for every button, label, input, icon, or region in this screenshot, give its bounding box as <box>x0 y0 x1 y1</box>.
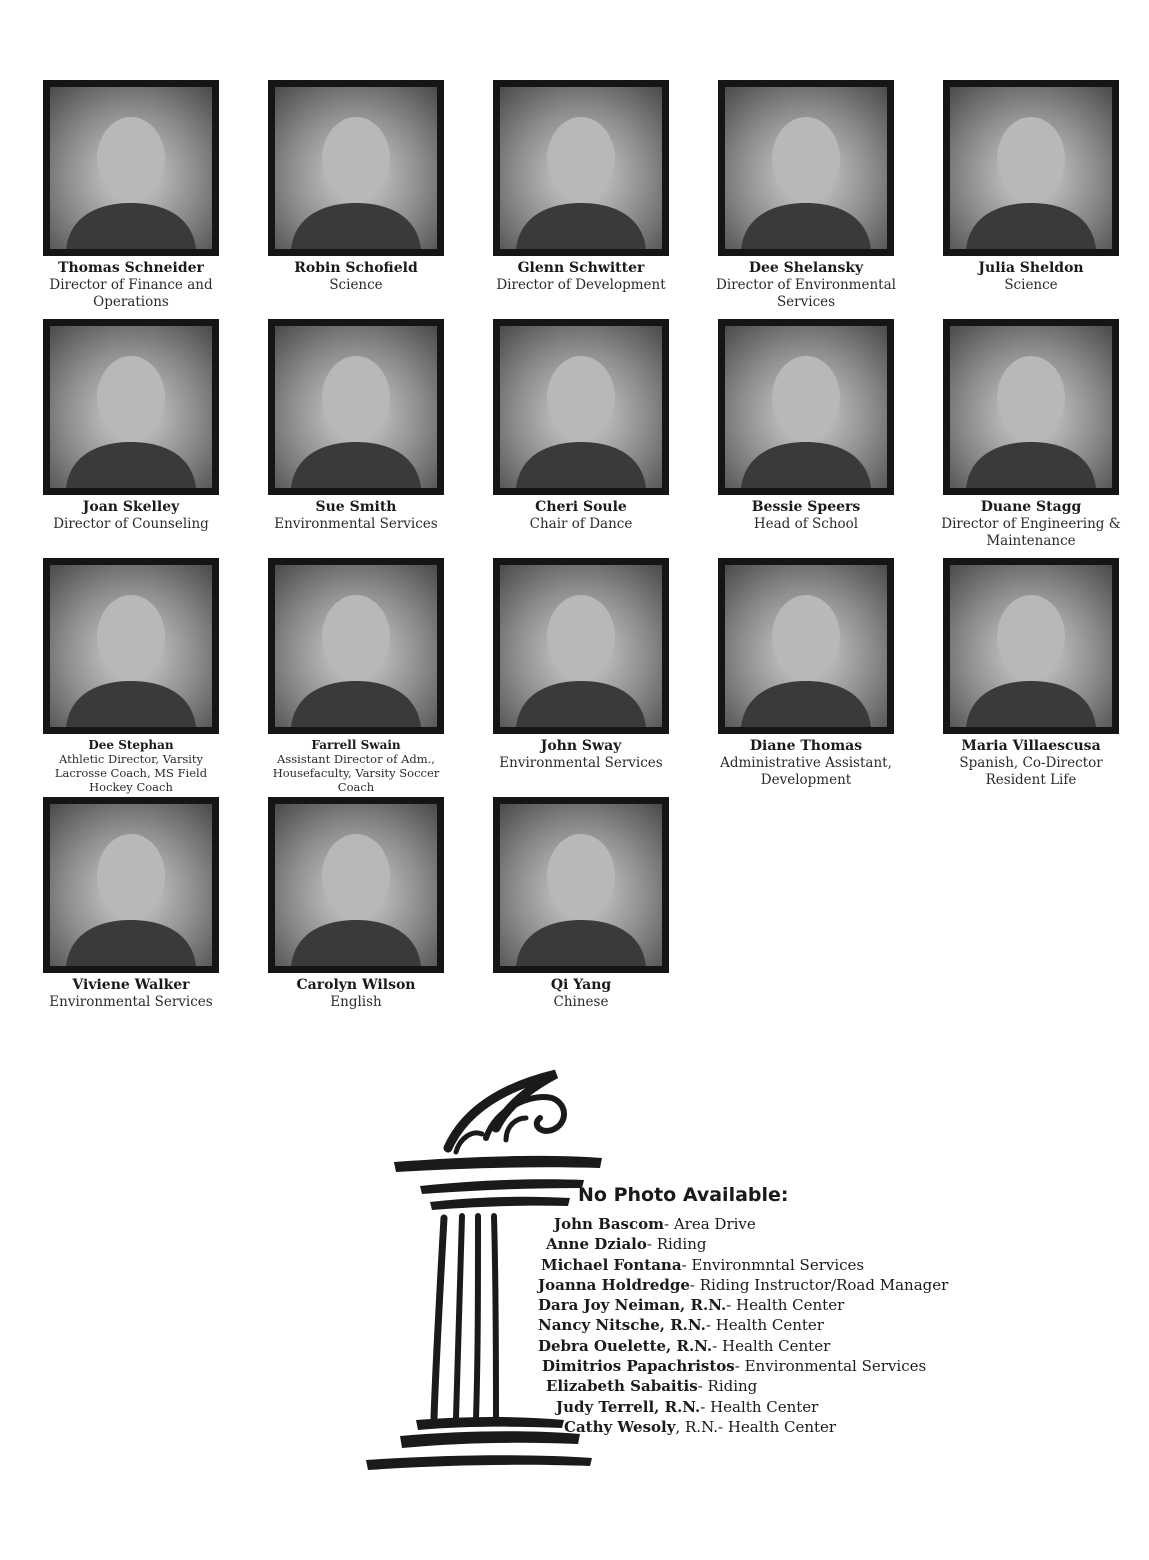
staff-name: Dee Shelansky <box>748 260 864 276</box>
entry-name: Nancy Nitsche, R.N. <box>538 1316 706 1335</box>
portrait-silhouette <box>275 87 437 249</box>
portrait-photo <box>43 797 219 973</box>
list-item <box>536 1295 976 1315</box>
shoulders-shape <box>741 442 871 488</box>
staff-card <box>491 558 671 772</box>
portrait-photo <box>943 80 1119 256</box>
head-shape <box>547 117 615 201</box>
staff-card <box>491 797 671 1011</box>
portrait-photo <box>493 797 669 973</box>
entry-name: Joanna Holdredge <box>538 1275 690 1294</box>
staff-role: Environmental Services <box>274 516 438 532</box>
shoulders-shape <box>966 681 1096 727</box>
shoulders-shape <box>291 442 421 488</box>
entry-name: Anne Dzialo <box>546 1235 647 1254</box>
portrait-photo <box>718 558 894 734</box>
shoulders-shape <box>516 203 646 249</box>
staff-role: Head of School <box>753 516 859 532</box>
list-item <box>536 1255 976 1275</box>
head-shape <box>322 834 390 918</box>
staff-card <box>266 80 446 294</box>
portrait-silhouette <box>725 565 887 727</box>
portrait-photo <box>943 558 1119 734</box>
staff-card <box>941 558 1121 789</box>
staff-role: Director of Engineering & Maintenance <box>941 516 1121 549</box>
list-item <box>536 1376 976 1396</box>
head-shape <box>322 595 390 679</box>
portrait-photo <box>943 319 1119 495</box>
head-shape <box>547 595 615 679</box>
portrait-silhouette <box>275 565 437 727</box>
staff-card <box>716 80 896 311</box>
entry-name: Debra Ouelette, R.N. <box>538 1336 713 1355</box>
head-shape <box>997 356 1065 440</box>
entry-role: - Riding <box>697 1377 758 1396</box>
head-shape <box>772 117 840 201</box>
entry-role: - Health Center <box>712 1336 831 1355</box>
head-shape <box>97 834 165 918</box>
staff-name: Robin Schofield <box>294 260 418 276</box>
list-item <box>536 1336 976 1356</box>
staff-name: Carolyn Wilson <box>296 977 416 993</box>
staff-role: Environmental Services <box>499 755 663 771</box>
entry-role: - Health Center <box>700 1397 819 1416</box>
staff-role: Director of Environmental Services <box>716 277 896 310</box>
portrait-silhouette <box>725 326 887 488</box>
portrait-silhouette <box>950 326 1112 488</box>
staff-card <box>491 80 671 294</box>
staff-name: John Sway <box>540 738 622 754</box>
shoulders-shape <box>966 203 1096 249</box>
shoulders-shape <box>516 920 646 966</box>
entry-role: - Health Center <box>726 1296 845 1315</box>
entry-name: John Bascom <box>554 1215 664 1233</box>
staff-role: Spanish, Co-Director Resident Life <box>959 755 1103 788</box>
staff-name: Viviene Walker <box>72 977 190 993</box>
shoulders-shape <box>291 920 421 966</box>
staff-name: Bessie Speers <box>751 499 861 515</box>
shoulders-shape <box>66 681 196 727</box>
shoulders-shape <box>966 442 1096 488</box>
list-item <box>536 1356 976 1376</box>
portrait-photo <box>268 80 444 256</box>
staff-card <box>41 80 221 311</box>
portrait-silhouette <box>275 804 437 966</box>
entry-role: - Environmental Services <box>734 1357 927 1376</box>
list-item <box>536 1315 976 1335</box>
list-item <box>536 1417 976 1437</box>
list-item <box>536 1397 976 1417</box>
staff-name: Qi Yang <box>550 977 612 993</box>
head-shape <box>997 595 1065 679</box>
staff-card <box>266 797 446 1011</box>
staff-card <box>941 80 1121 294</box>
entry-role: - Riding Instructor/Road Manager <box>689 1275 949 1294</box>
portrait-silhouette <box>50 326 212 488</box>
entry-role: - Health Center <box>705 1316 824 1335</box>
staff-card <box>491 319 671 533</box>
portrait-silhouette <box>500 326 662 488</box>
portrait-photo <box>493 558 669 734</box>
staff-name: Sue Smith <box>315 499 397 515</box>
portrait-photo <box>268 319 444 495</box>
staff-role: Assistant Director of Adm., Housefaculty, Varsity Soccer Coach <box>272 752 440 794</box>
staff-card <box>941 319 1121 550</box>
portrait-silhouette <box>950 87 1112 249</box>
entry-role: - Area Drive <box>664 1215 756 1233</box>
no-photo-list <box>536 1214 976 1437</box>
list-item <box>536 1234 976 1254</box>
staff-card <box>41 797 221 1011</box>
shoulders-shape <box>66 920 196 966</box>
staff-role: Science <box>329 277 383 293</box>
portrait-photo <box>268 558 444 734</box>
portrait-photo <box>718 80 894 256</box>
shoulders-shape <box>291 203 421 249</box>
head-shape <box>97 117 165 201</box>
shoulders-shape <box>291 681 421 727</box>
head-shape <box>772 595 840 679</box>
head-shape <box>322 117 390 201</box>
portrait-silhouette <box>50 804 212 966</box>
portrait-silhouette <box>950 565 1112 727</box>
no-photo-section <box>356 1068 976 1488</box>
staff-role: Environmental Services <box>49 994 213 1010</box>
shoulders-shape <box>516 681 646 727</box>
portrait-silhouette <box>50 565 212 727</box>
staff-role: Science <box>1004 277 1058 293</box>
staff-role: Chair of Dance <box>529 516 633 532</box>
staff-card <box>716 319 896 533</box>
staff-name: Julia Sheldon <box>978 260 1084 276</box>
staff-name: Dee Stephan <box>88 738 174 752</box>
staff-role: Director of Finance and Operations <box>49 277 213 310</box>
entry-role: , R.N.- Health Center <box>675 1417 837 1436</box>
head-shape <box>547 834 615 918</box>
entry-name: Michael Fontana <box>541 1255 682 1274</box>
portrait-photo <box>43 80 219 256</box>
staff-name: Farrell Swain <box>311 738 401 752</box>
portrait-silhouette <box>50 87 212 249</box>
staff-role: Chinese <box>553 994 609 1010</box>
staff-name: Thomas Schneider <box>58 260 204 276</box>
portrait-silhouette <box>500 565 662 727</box>
portrait-photo <box>493 319 669 495</box>
portrait-silhouette <box>500 804 662 966</box>
staff-card <box>41 319 221 533</box>
entry-role: - Riding <box>646 1235 707 1254</box>
head-shape <box>997 117 1065 201</box>
no-photo-title: No Photo Available: <box>578 1184 789 1206</box>
staff-name: Maria Villaescusa <box>961 738 1101 754</box>
head-shape <box>97 595 165 679</box>
shoulders-shape <box>741 203 871 249</box>
shoulders-shape <box>741 681 871 727</box>
head-shape <box>322 356 390 440</box>
staff-card <box>41 558 221 794</box>
head-shape <box>772 356 840 440</box>
staff-role: English <box>330 994 382 1010</box>
portrait-photo <box>43 558 219 734</box>
entry-name: Dara Joy Neiman, R.N. <box>538 1296 727 1315</box>
staff-card <box>266 319 446 533</box>
entry-name: Cathy Wesoly <box>564 1417 676 1436</box>
staff-role: Administrative Assistant, Development <box>720 755 892 788</box>
shoulders-shape <box>66 442 196 488</box>
staff-role: Director of Counseling <box>53 516 209 532</box>
head-shape <box>97 356 165 440</box>
staff-card <box>266 558 446 794</box>
shoulders-shape <box>516 442 646 488</box>
entry-name: Judy Terrell, R.N. <box>556 1397 701 1416</box>
staff-name: Duane Stagg <box>980 499 1082 515</box>
staff-name: Joan Skelley <box>82 499 180 515</box>
portrait-photo <box>43 319 219 495</box>
portrait-photo <box>493 80 669 256</box>
staff-name: Glenn Schwitter <box>517 260 645 276</box>
staff-name: Cheri Soule <box>535 499 627 515</box>
portrait-silhouette <box>275 326 437 488</box>
portrait-photo <box>718 319 894 495</box>
entry-name: Dimitrios Papachristos <box>542 1357 735 1376</box>
staff-role: Athletic Director, Varsity Lacrosse Coach, MS Field Hockey Coach <box>54 752 208 794</box>
staff-name: Diane Thomas <box>749 738 863 754</box>
shoulders-shape <box>66 203 196 249</box>
portrait-silhouette <box>725 87 887 249</box>
entry-name: Elizabeth Sabaitis <box>546 1377 698 1396</box>
portrait-photo <box>268 797 444 973</box>
entry-role: - Environmntal Services <box>681 1255 865 1274</box>
list-item <box>536 1214 976 1234</box>
portrait-silhouette <box>500 87 662 249</box>
staff-role: Director of Development <box>496 277 666 293</box>
staff-card <box>716 558 896 789</box>
list-item <box>536 1275 976 1295</box>
head-shape <box>547 356 615 440</box>
